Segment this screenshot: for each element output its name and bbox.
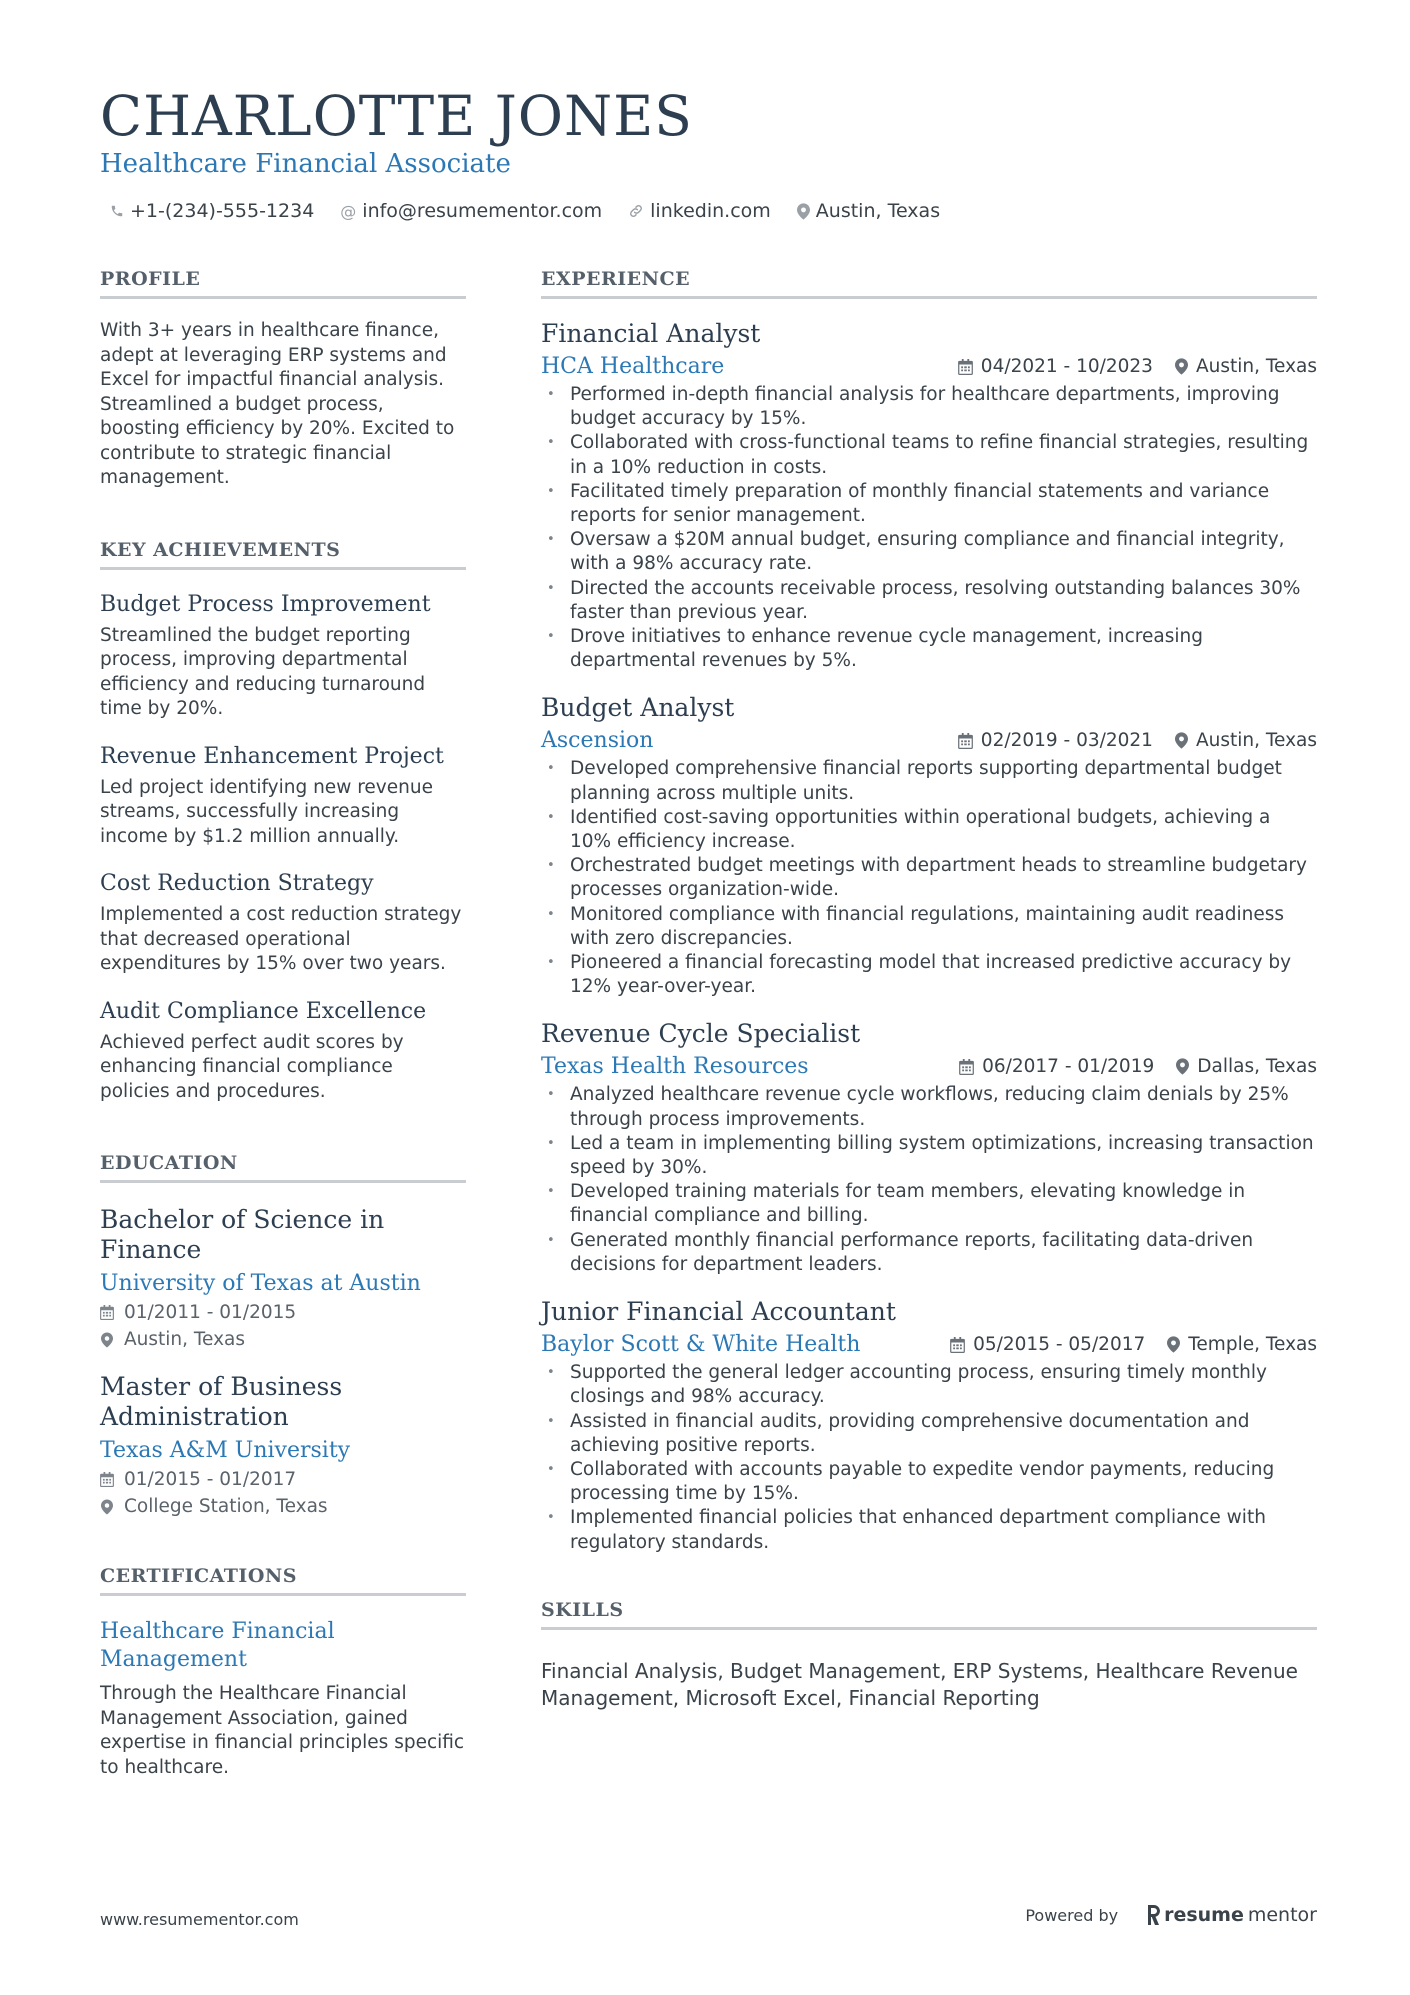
job-dates — [959, 1056, 1154, 1077]
contact-email[interactable] — [340, 200, 602, 222]
list-item: • Drove initiatives to enhance revenue cycle management, increasing departmental revenues by 5%. — [541, 625, 1317, 673]
calendar-icon — [100, 1472, 114, 1487]
list-item: • Supported the general ledger accounting process, ensuring timely monthly closings and 98% accuracy. — [541, 1361, 1317, 1409]
dates-text: 04/2021 - 10/2023 — [980, 356, 1153, 377]
calendar-icon — [100, 1305, 114, 1320]
left-column — [100, 268, 466, 1780]
job-meta — [950, 1334, 1317, 1355]
certification-title: Healthcare Financial Management — [100, 1619, 335, 1672]
job-header-row — [541, 354, 1317, 379]
achievement-item — [100, 999, 466, 1105]
job-dates — [958, 730, 1153, 751]
list-item: • Directed the accounts receivable process, resolving outstanding balances 30% faster than previous year. — [541, 577, 1317, 625]
job-entry — [541, 693, 1317, 999]
job-bullets — [541, 1361, 1317, 1555]
location-text: Austin, Texas — [815, 200, 941, 222]
list-item: • Led a team in implementing billing system optimizations, increasing transaction speed by 30%. — [541, 1132, 1317, 1180]
location-text: Austin, Texas — [124, 1329, 246, 1350]
job-location — [1167, 1334, 1317, 1355]
education-item — [100, 1205, 466, 1350]
job-company: HCA Healthcare — [541, 354, 725, 379]
calendar-icon — [950, 1337, 965, 1353]
job-meta — [958, 730, 1317, 751]
phone-icon — [110, 204, 124, 218]
brand-logo-icon — [1146, 1905, 1160, 1925]
school-name: Texas A&M University — [100, 1438, 351, 1463]
certifications-section — [100, 1565, 466, 1780]
section-heading-profile: PROFILE — [100, 268, 466, 299]
certification-item — [100, 1618, 466, 1780]
list-item: • Generated monthly financial performance reports, facilitating data-driven decisions for department leaders. — [541, 1229, 1317, 1277]
job-meta — [958, 356, 1317, 377]
job-role: Financial Analyst — [541, 319, 761, 348]
contact-phone[interactable] — [110, 200, 314, 222]
education-item — [100, 1372, 466, 1517]
brand-name-bold: resume — [1164, 1904, 1244, 1926]
contact-bar — [110, 200, 940, 222]
job-entry — [541, 319, 1317, 673]
section-heading-skills: SKILLS — [541, 1599, 1317, 1630]
achievement-text: Implemented a cost reduction strategy that decreased operational expenditures by 15% over two years. — [100, 904, 462, 974]
achievement-title: Revenue Enhancement Project — [100, 743, 444, 769]
school-name: University of Texas at Austin — [100, 1271, 421, 1296]
dates-text: 02/2019 - 03/2021 — [980, 730, 1153, 752]
brand-name-light: mentor — [1247, 1904, 1317, 1926]
dates-text: 06/2017 - 01/2019 — [982, 1056, 1155, 1078]
education-dates — [100, 1302, 466, 1323]
degree-title: Bachelor of Science in Finance — [100, 1205, 385, 1264]
location-text: Austin, Texas — [1195, 730, 1317, 752]
section-heading-achievements: KEY ACHIEVEMENTS — [100, 539, 466, 570]
list-item: • Pioneered a financial forecasting model that increased predictive accuracy by 12% year-over-year. — [541, 951, 1317, 999]
list-item: • Monitored compliance with financial regulations, maintaining audit readiness with zero discrepancies. — [541, 903, 1317, 951]
calendar-icon — [958, 359, 973, 375]
list-item: • Assisted in financial audits, providing comprehensive documentation and achieving positive reports. — [541, 1410, 1317, 1458]
brand-logo[interactable] — [1146, 1904, 1317, 1926]
job-company: Texas Health Resources — [541, 1054, 809, 1080]
section-heading-education: EDUCATION — [100, 1152, 466, 1183]
job-company: Baylor Scott & White Health — [541, 1332, 861, 1358]
job-role: Junior Financial Accountant — [541, 1297, 896, 1327]
dates-text: 01/2015 - 01/2017 — [124, 1469, 297, 1490]
list-item: • Collaborated with accounts payable to expedite vendor payments, reducing processing time by 15%. — [541, 1458, 1317, 1506]
job-bullets — [541, 1083, 1317, 1277]
contact-location — [797, 200, 940, 222]
email-text: info@resumementor.com — [362, 200, 603, 222]
linkedin-text: linkedin.com — [650, 200, 771, 222]
footer-website[interactable]: www.resumementor.com — [100, 1910, 299, 1929]
at-icon: @ — [340, 201, 357, 221]
degree-title: Master of Business Administration — [100, 1372, 343, 1431]
map-pin-icon — [1175, 732, 1188, 749]
calendar-icon — [959, 1059, 974, 1075]
calendar-icon — [958, 733, 973, 749]
list-item: • Identified cost-saving opportunities within operational budgets, achieving a 10% efficiency increase. — [541, 806, 1317, 854]
achievement-text: Streamlined the budget reporting process, improving departmental efficiency and reducing turnaround time by 20%. — [100, 624, 426, 719]
location-text: Austin, Texas — [1195, 356, 1317, 377]
list-item: • Orchestrated budget meetings with department heads to streamline budgetary processes organization-wide. — [541, 854, 1317, 902]
footer-branding — [1025, 1904, 1317, 1926]
achievement-title: Audit Compliance Excellence — [100, 998, 427, 1024]
certification-text: Through the Healthcare Financial Management Association, gained expertise in financial principles specific to healthcare. — [100, 1683, 465, 1778]
candidate-name: CHARLOTTE JONES — [100, 84, 693, 148]
job-dates — [950, 1334, 1145, 1355]
location-text: Dallas, Texas — [1197, 1056, 1317, 1078]
dates-text: 01/2011 - 01/2015 — [124, 1302, 297, 1323]
map-pin-icon — [100, 1332, 114, 1348]
job-bullets — [541, 383, 1317, 673]
profile-section — [100, 268, 466, 491]
job-header-row — [541, 1054, 1317, 1079]
phone-text: +1-(234)-555-1234 — [130, 200, 315, 222]
list-item: • Implemented financial policies that enhanced department compliance with regulatory standards. — [541, 1506, 1317, 1554]
achievement-title: Budget Process Improvement — [100, 591, 431, 617]
map-pin-icon — [797, 203, 810, 220]
experience-section — [541, 268, 1317, 1555]
job-entry — [541, 1019, 1317, 1277]
achievement-text: Achieved perfect audit scores by enhancing financial compliance policies and procedures. — [100, 1031, 404, 1102]
job-header-row — [541, 1332, 1317, 1357]
list-item: • Developed comprehensive financial reports supporting departmental budget planning across multiple units. — [541, 757, 1317, 805]
contact-linkedin[interactable] — [628, 200, 771, 222]
map-pin-icon — [1176, 1058, 1189, 1075]
job-role: Revenue Cycle Specialist — [541, 1019, 861, 1049]
job-location — [1176, 1056, 1317, 1077]
job-dates — [958, 356, 1153, 377]
job-location — [1175, 356, 1317, 377]
list-item: • Oversaw a $20M annual budget, ensuring compliance and financial integrity, with a 98% accuracy rate. — [541, 528, 1317, 576]
list-item: • Performed in-depth financial analysis for healthcare departments, improving budget accuracy by 15%. — [541, 383, 1317, 431]
achievement-item — [100, 592, 466, 722]
right-column — [541, 268, 1317, 1712]
link-icon — [628, 203, 644, 219]
achievement-title: Cost Reduction Strategy — [100, 871, 374, 896]
job-company: Ascension — [541, 728, 654, 754]
dates-text: 05/2015 - 05/2017 — [973, 1334, 1146, 1356]
powered-by-text: Powered by — [1025, 1905, 1119, 1925]
achievement-text: Led project identifying new revenue streams, successfully increasing income by $1.2 million annually. — [100, 776, 433, 847]
job-header-row — [541, 728, 1317, 753]
job-location — [1175, 730, 1317, 751]
map-pin-icon — [100, 1499, 114, 1515]
achievements-section — [100, 539, 466, 1105]
map-pin-icon — [1167, 1336, 1180, 1353]
job-entry — [541, 1297, 1317, 1555]
education-section — [100, 1152, 466, 1517]
location-text: College Station, Texas — [124, 1496, 328, 1517]
job-role: Budget Analyst — [541, 693, 735, 723]
list-item: • Collaborated with cross-functional teams to refine financial strategies, resulting in a 10% reduction in costs. — [541, 431, 1317, 479]
list-item: • Analyzed healthcare revenue cycle workflows, reducing claim denials by 25% through process improvements. — [541, 1083, 1317, 1131]
education-dates — [100, 1469, 466, 1490]
job-bullets — [541, 757, 1317, 999]
skills-section — [541, 1599, 1317, 1712]
education-location — [100, 1496, 466, 1517]
list-item: • Developed training materials for team members, elevating knowledge in financial compliance and billing. — [541, 1180, 1317, 1228]
job-meta — [959, 1056, 1317, 1077]
profile-text: With 3+ years in healthcare finance, adept at leveraging ERP systems and Excel for impactful financial analysis. Streamlined a budget process, boosting efficiency by 20%. Excited to contribute to strategic financial management. — [100, 320, 455, 488]
achievement-item — [100, 871, 466, 977]
list-item: • Facilitated timely preparation of monthly financial statements and variance reports for senior management. — [541, 480, 1317, 528]
section-heading-certifications: CERTIFICATIONS — [100, 1565, 466, 1596]
skills-text: Financial Analysis, Budget Management, ERP Systems, Healthcare Revenue Management, Microsoft Excel, Financial Reporting — [541, 1658, 1298, 1710]
achievement-item — [100, 744, 466, 850]
map-pin-icon — [1175, 358, 1188, 375]
candidate-title: Healthcare Financial Associate — [100, 149, 511, 179]
section-heading-experience: EXPERIENCE — [541, 268, 1317, 299]
education-location — [100, 1329, 466, 1350]
location-text: Temple, Texas — [1188, 1334, 1317, 1356]
